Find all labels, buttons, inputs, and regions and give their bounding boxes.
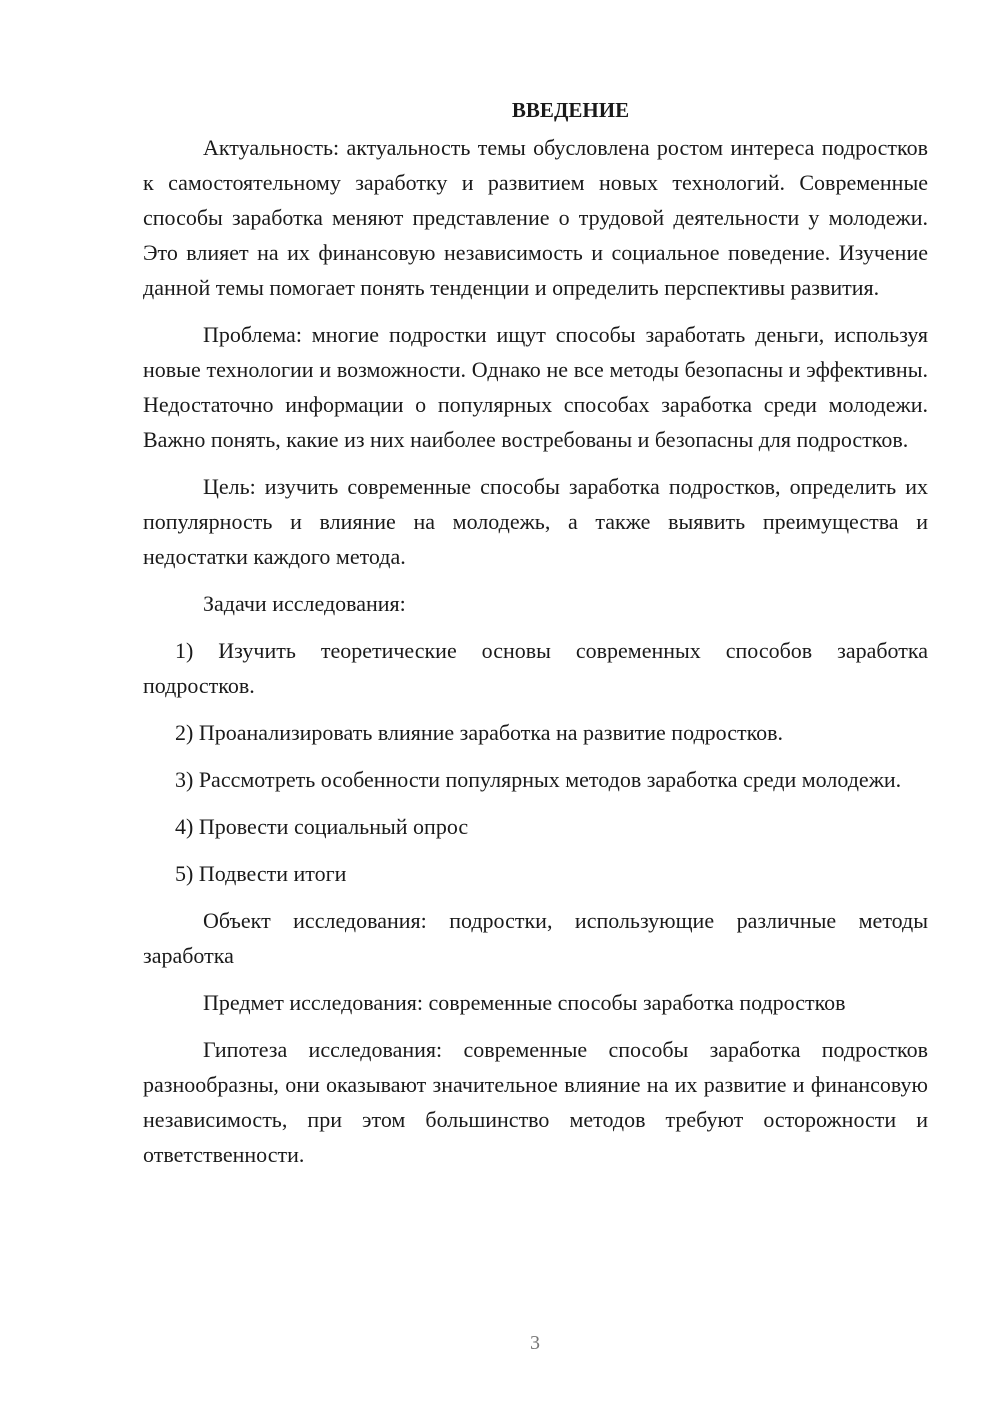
paragraph-problem: Проблема: многие подростки ищут способы заработать деньги, используя новые технологии и возможности. Однако не все методы безопасны и эффективны. Недостаточно информации о популярных способах заработка среди молодежи. Важно понять, какие из них наиболее востребованы и безопасны для подростков. [143, 322, 928, 452]
task-item-5: 5) Подвести итоги [175, 861, 347, 886]
page-number: 3 [530, 1332, 540, 1354]
paragraph-goal: Цель: изучить современные способы заработка подростков, определить их популярность и влияние на молодежь, а также выявить преимущества и недостатки каждого метода. [143, 474, 928, 569]
paragraph-hypothesis: Гипотеза исследования: современные способы заработка подростков разнообразны, они оказывают значительное влияние на их развитие и финансовую независимость, при этом большинство методов требуют осторожности и ответственности. [143, 1037, 928, 1167]
tasks-heading: Задачи исследования: [203, 591, 406, 616]
task-item-3: 3) Рассмотреть особенности популярных методов заработка среди молодежи. [175, 767, 902, 792]
paragraph-object: Объект исследования: подростки, использующие различные методы заработка [143, 908, 928, 968]
task-item-1: 1) Изучить теоретические основы современных способов заработка подростков. [143, 638, 928, 698]
task-item-2: 2) Проанализировать влияние заработка на развитие подростков. [175, 720, 784, 745]
page-content [143, 96, 928, 1184]
task-item-4: 4) Провести социальный опрос [175, 814, 469, 839]
paragraph-relevance: Актуальность: актуальность темы обусловлена ростом интереса подростков к самостоятельному заработку и развитием новых технологий. Современные способы заработка меняют представление о трудовой деятельности у молодежи. Это влияет на их финансовую независимость и социальное поведение. Изучение данной темы помогает понять тенденции и определить перспективы развития. [143, 135, 928, 300]
paragraph-subject: Предмет исследования: современные способы заработка подростков [203, 990, 846, 1015]
page-title: ВВЕДЕНИЕ [511, 98, 630, 122]
